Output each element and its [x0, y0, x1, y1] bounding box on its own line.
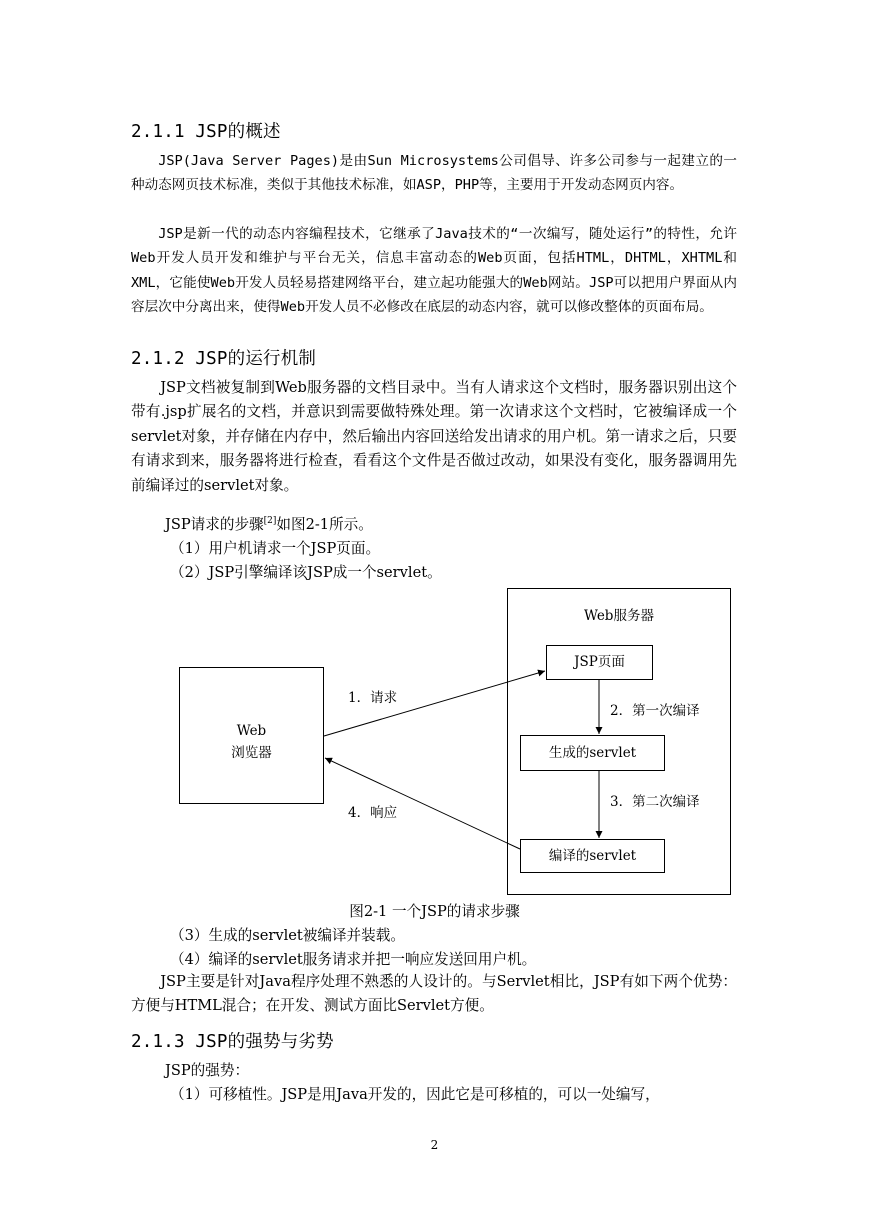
- section-heading-2-1-3: 2.1.3 JSP的强势与劣势: [131, 1032, 334, 1052]
- second-compile-label: 3．第二次编译: [610, 794, 700, 810]
- web-browser-label-line2: 浏览器: [231, 745, 272, 761]
- strengths-intro: JSP的强势：: [165, 1062, 250, 1079]
- web-server-label: Web服务器: [584, 608, 654, 624]
- step-3: （3）生成的servlet被编译并装载。: [170, 927, 405, 944]
- compiled-servlet-label: 编译的servlet: [548, 848, 637, 864]
- request-label: 1．请求: [348, 690, 398, 706]
- page-number: 2: [430, 1138, 439, 1152]
- steps-intro-tail: 如图2-1所示。: [276, 516, 373, 533]
- steps-intro-text: JSP请求的步骤: [165, 516, 264, 533]
- first-compile-label: 2．第一次编译: [610, 703, 700, 719]
- response-label: 4．响应: [348, 805, 398, 821]
- paragraph-jsp-mechanism: JSP文档被复制到Web服务器的文档目录中。当有人请求这个文档时，服务器识别出这个带有.jsp扩展名的文档，并意识到需要做特殊处理。第一次请求这个文档时，它被编译成一个servlet对象，并存储在内存中，然后输出内容回送给发出请求的用户机。第一请求之后，只要有请求到来，服务器将进行检查，看看这个文件是否做过改动，如果没有变化，服务器调用先前编译过的servlet对象。: [131, 379, 737, 494]
- paragraph-jsp-overview-1: JSP(Java Server Pages)是由Sun Microsystems公司倡导、许多公司参与一起建立的一种动态网页技术标准，类似于其他技术标准，如ASP，PHP等，主要用于开发动态网页内容。: [131, 153, 737, 194]
- step-1: （1）用户机请求一个JSP页面。: [170, 540, 381, 557]
- paragraph-jsp-vs-servlet: JSP主要是针对Java程序处理不熟悉的人设计的。与Servlet相比，JSP有如下两个优势：方便与HTML混合；在开发、测试方面比Servlet方便。: [131, 973, 737, 1015]
- step-2: （2）JSP引擎编译该JSP成一个servlet。: [170, 564, 442, 581]
- web-browser-label-line1: Web: [236, 723, 267, 739]
- section-heading-2-1-2: 2.1.2 JSP的运行机制: [131, 349, 317, 369]
- strength-portability: （1）可移植性。JSP是用Java开发的，因此它是可移植的，可以一处编写，: [170, 1086, 660, 1103]
- step-4: （4）编译的servlet服务请求并把一响应发送回用户机。: [170, 951, 537, 968]
- generated-servlet-label: 生成的servlet: [548, 745, 637, 761]
- paragraph-jsp-overview-2: JSP是新一代的动态内容编程技术，它继承了Java技术的“一次编写，随处运行”的特性，允许Web开发人员开发和维护与平台无关，信息丰富动态的Web页面，包括HTML，DHTML，XHTML和XML，它能使Web开发人员轻易搭建网络平台，建立起功能强大的Web网站。JSP可以把用户界面从内容层次中分离出来，使得Web开发人员不必修改在底层的动态内容，就可以修改整体的页面布局。: [131, 226, 737, 316]
- jsp-page-label: JSP页面: [574, 654, 625, 670]
- citation-ref: [2]: [263, 516, 277, 527]
- section-heading-2-1-1: 2.1.1 JSP的概述: [131, 122, 281, 142]
- figure-caption: 图2-1 一个JSP的请求步骤: [349, 903, 520, 920]
